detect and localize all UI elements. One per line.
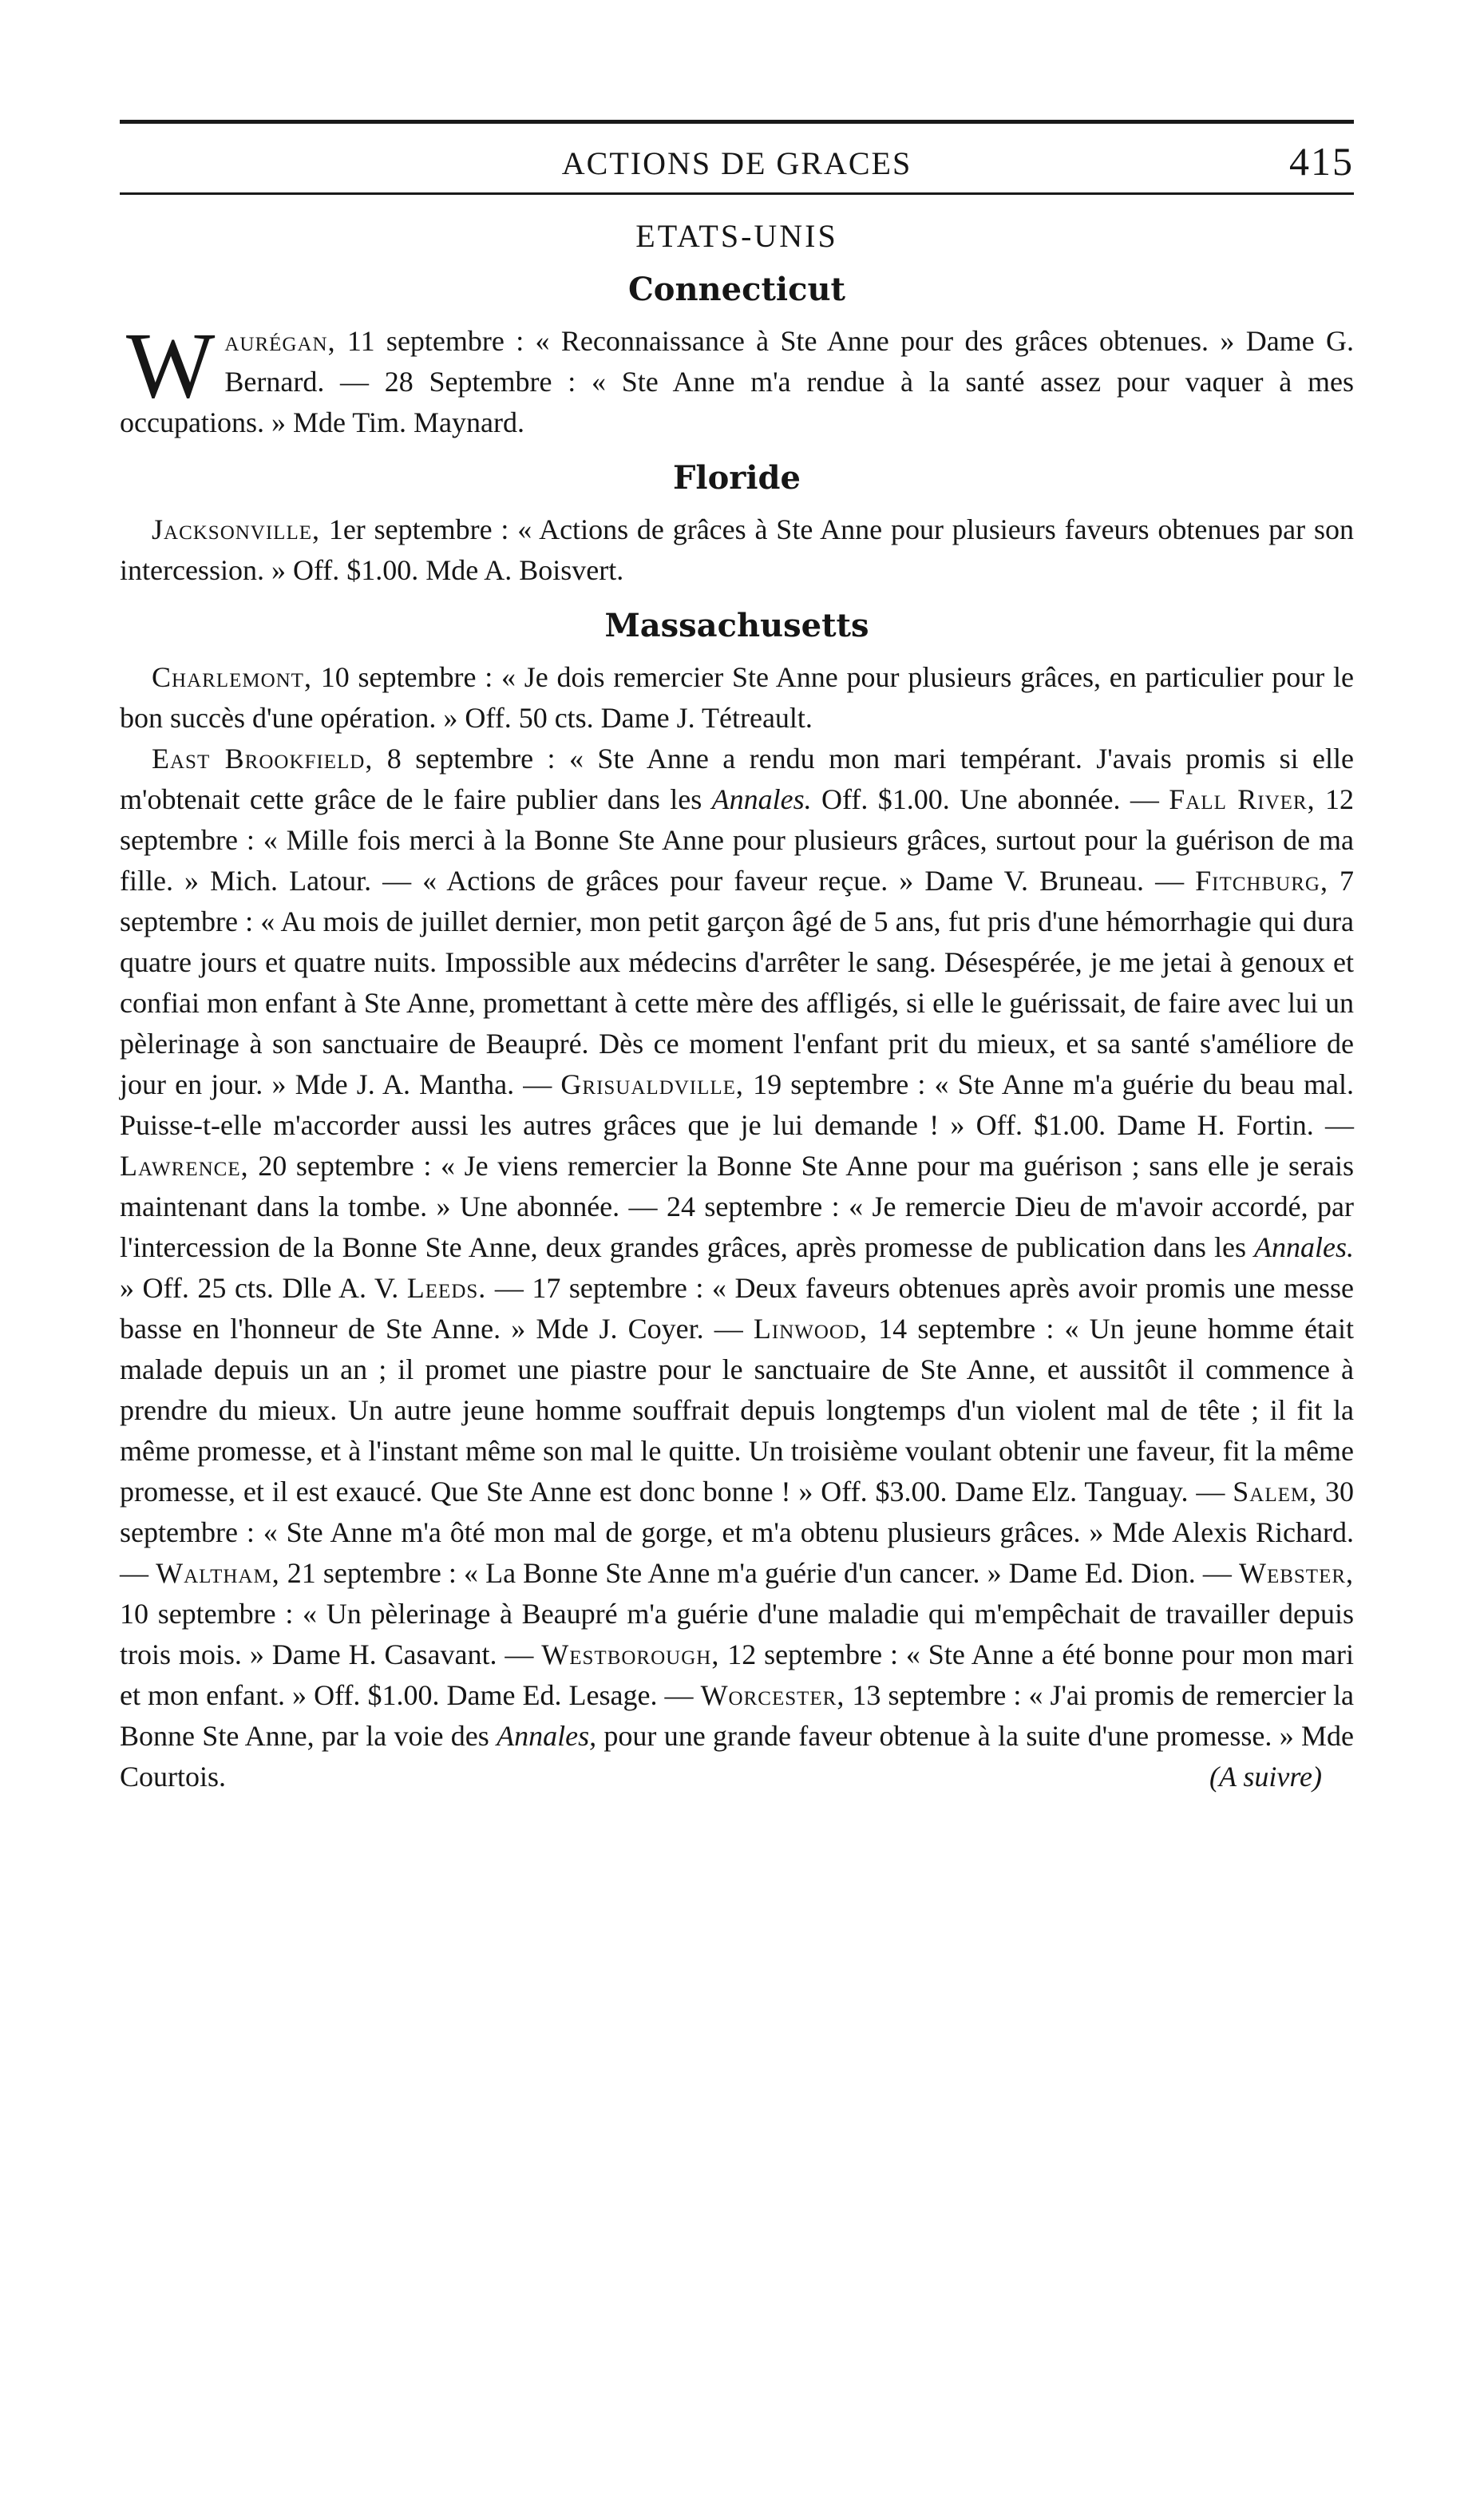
country-heading: ETATS-UNIS — [635, 218, 838, 254]
state-heading-massachusetts: Massachusetts — [604, 607, 869, 644]
state-heading-floride: Floride — [673, 459, 801, 497]
entry-text: 12 septembre : « Ste Anne a été bonne pour mon mari et mon enfant. » Off. $1.00. Dame Ed. Lesage. — — [120, 1638, 1355, 1711]
entry-text: 8 septembre : « Ste Anne a rendu mon mari tempérant. J'avais promis si elle m'obtenait cette grâce de le faire publier dans les — [120, 743, 1354, 815]
entry-text: 21 septembre : « La Bonne Ste Anne m'a guérie d'un cancer. » Dame Ed. Dion. — — [279, 1557, 1239, 1589]
entry-charlemont — [120, 657, 1354, 739]
place-name: Lawrence, — [120, 1150, 249, 1182]
running-head: ACTIONS DE GRACES — [561, 145, 912, 181]
entry-text: 1er septembre : « Actions de grâces à Ste Anne pour plusieurs faveurs obtenues par son intercession. » Off. $1.00. Mde A. Boisvert. — [120, 513, 1354, 586]
entry-text: 19 septembre : « Ste Anne m'a guérie du beau mal. Puisse-t-elle m'accorder aussi les autres grâces que je lui demande ! » Off. $1.00. Dame H. Fortin. — — [120, 1068, 1354, 1141]
entry-text: 14 septembre : « Un jeune homme était malade depuis un an ; il promet une piastre pour le sanctuaire de Ste Anne, et aussitôt il commence à prendre du mieux. Un autre jeune homme souffrait depuis longtemps d'un violent mal de tête ; il fit la même promesse, et à l'instant même son mal le quitte. Un troisième voulant obtenir une faveur, fit la même promesse, et il est exaucé. Que Ste Anne est donc bonne ! » Off. $3.00. Dame Elz. Tanguay. — — [120, 1313, 1355, 1508]
annales-title: Annales. — [711, 783, 812, 815]
entry-text: — 17 septembre : « Deux faveurs obtenues après avoir promis une messe basse en l'honneur de Ste Anne. » Mde J. Coyer. — — [120, 1272, 1355, 1345]
entry-text: 13 septembre : « J'ai promis de remercier la Bonne Ste Anne, par la voie des — [120, 1679, 1355, 1752]
page — [120, 120, 1354, 1797]
place-name: Worcester, — [700, 1679, 845, 1711]
entry-text: 30 septembre : « Ste Anne m'a ôté mon mal de gorge, et m'a obtenu plusieurs grâces. » Mde Alexis Richard. — — [120, 1476, 1354, 1589]
entry-connecticut — [120, 313, 1354, 443]
place-name: Fall River, — [1169, 783, 1316, 815]
annales-title: Annales, — [497, 1720, 597, 1752]
continued-note: (A suivre) — [1209, 1761, 1322, 1793]
place-name: Leeds. — [406, 1272, 487, 1304]
place-name: Grisualdville, — [560, 1068, 744, 1100]
entry-text: 11 septembre : « Reconnaissance à Ste Anne pour des grâces obtenues. » Dame G. Bernard. — 28 Septembre : « Ste Anne m'a rendue à la santé assez pour vaquer à mes occupations. » Mde Tim. Maynard. — [120, 325, 1354, 438]
place-name: Waltham, — [156, 1557, 280, 1589]
place-name: Linwood, — [753, 1313, 869, 1345]
page-header — [120, 133, 1354, 189]
place-name: East Brookfield, — [152, 743, 374, 775]
place-name: aurégan, — [224, 325, 336, 357]
entry-text: » Off. 25 cts. Dlle A. V. — [120, 1272, 407, 1304]
top-rule — [120, 120, 1354, 124]
entry-text: 12 septembre : « Mille fois merci à la Bonne Ste Anne pour plusieurs grâces, surtout pour la guérison de ma fille. » Mich. Latour. — « Actions de grâces pour faveur reçue. » Dame V. Bruneau. — — [120, 783, 1354, 897]
place-name: Jacksonville, — [152, 513, 320, 545]
entry-massachusetts-list — [120, 739, 1354, 1797]
place-name: Salem, — [1233, 1476, 1318, 1508]
place-name: Charlemont, — [152, 661, 312, 693]
annales-title: Annales. — [1254, 1231, 1354, 1263]
place-name: Webster, — [1238, 1557, 1355, 1589]
header-rule — [120, 192, 1354, 195]
page-number: 415 — [1289, 139, 1354, 184]
entry-text: Off. $1.00. Une abonnée. — — [811, 783, 1169, 815]
drop-cap: W — [126, 313, 216, 418]
entry-text: 7 septembre : « Au mois de juillet dernier, mon petit garçon âgé de 5 ans, fut pris d'une hémorrhagie qui dura quatre jours et quatre nuits. Impossible aux médecins d'arrêter le sang. Désespérée, je me jetai à genoux et confiai mon enfant à Ste Anne, promettant à cette mère des affligés, si elle le guérissait, de faire avec lui un pèlerinage à son sanctuaire de Beaupré. Dès ce moment l'enfant prit du mieux, et sa santé s'améliore de jour en jour. » Mde J. A. Mantha. — — [120, 865, 1355, 1100]
entry-text: 20 septembre : « Je viens remercier la Bonne Ste Anne pour ma guérison ; sans elle je serais maintenant dans la tombe. » Une abonnée. — 24 septembre : « Je remercie Dieu de m'avoir accordé, par l'intercession de la Bonne Ste Anne, deux grandes grâces, après promesse de publication dans les — [120, 1150, 1354, 1263]
entry-floride — [120, 509, 1354, 591]
entry-text: pour une grande faveur obtenue à la suite d'une promesse. » Mde Courtois. — [120, 1720, 1354, 1793]
entry-text: 10 septembre : « Je dois remercier Ste Anne pour plusieurs grâces, en particulier pour le bon succès d'une opération. » Off. 50 cts. Dame J. Tétreault. — [120, 661, 1354, 734]
state-heading-connecticut: Connecticut — [627, 271, 846, 308]
place-name: Westborough, — [541, 1638, 720, 1670]
place-name: Fitchburg, — [1195, 865, 1328, 897]
entry-text: 10 septembre : « Un pèlerinage à Beaupré m'a guérie d'une maladie qui m'empêchait de travailler depuis trois mois. » Dame H. Casavant. — — [120, 1598, 1354, 1670]
